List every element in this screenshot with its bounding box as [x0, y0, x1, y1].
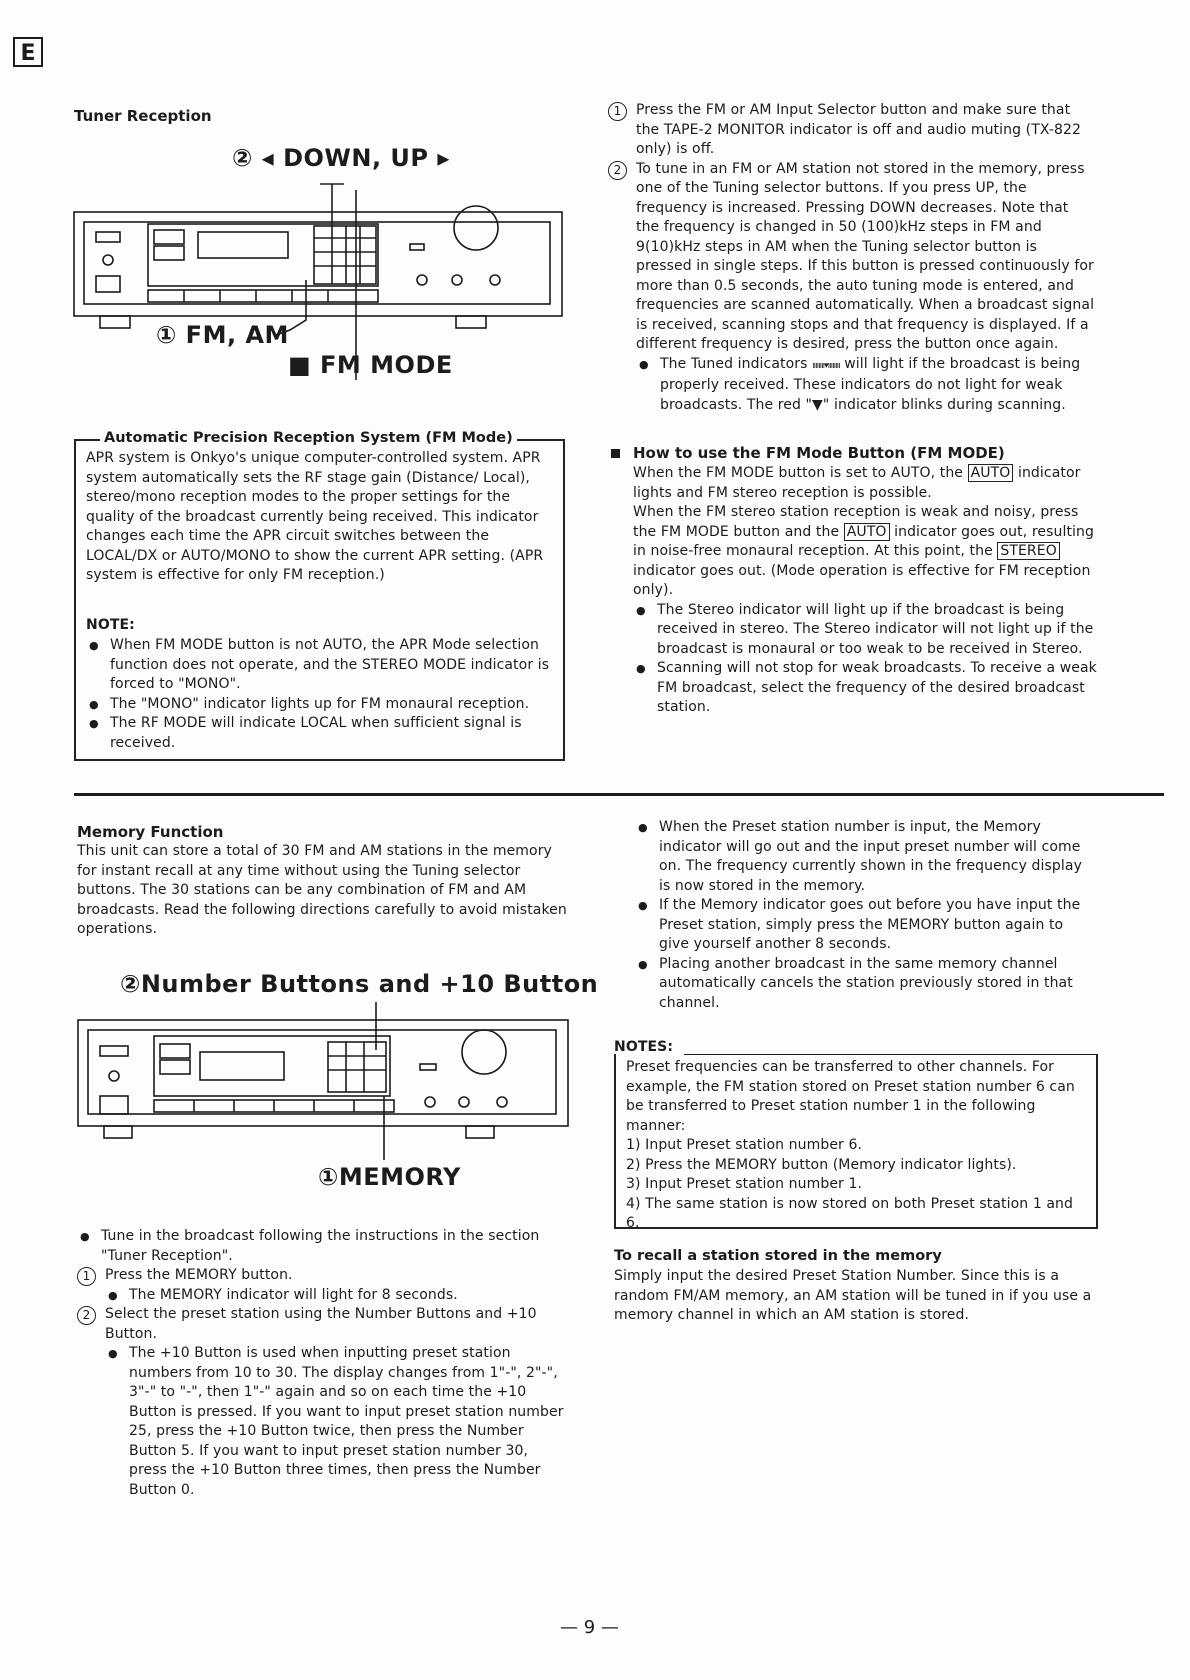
notes-intro: Preset frequencies can be transferred to other channels. For example, the FM station stored on Preset station number 6 can be transferred to Preset station number 1 in the following manner:: [626, 1059, 1075, 1134]
label-fm-mode: ■ FM MODE: [288, 351, 453, 379]
auto-indicator: AUTO: [844, 523, 890, 541]
apr-note: ● The RF MODE will indicate LOCAL when sufficient signal is received.: [86, 714, 556, 753]
label-fm-am: ① FM, AM: [156, 321, 289, 349]
page-number: — 9 —: [560, 1617, 619, 1638]
fm-mode-p2: [633, 503, 1098, 601]
memory-steps: [77, 1227, 569, 1500]
tuner-step-1: [608, 101, 1096, 160]
fm-mode-text: When the FM MODE button is set to AUTO, the: [633, 465, 964, 481]
recall-heading: To recall a station stored in the memory: [614, 1248, 942, 1264]
step-number: 1: [608, 102, 627, 121]
fm-mode-text: When the FM stereo station reception is weak and noisy, press the FM MODE button and the: [633, 504, 1079, 540]
memory-step-1-bullet: ● The MEMORY indicator will light for 8 seconds.: [105, 1286, 569, 1306]
notes-title: NOTES:: [614, 1039, 674, 1055]
tuned-indicator-note: [636, 355, 1096, 416]
notes-content: [626, 1058, 1088, 1234]
tuner-step-2: [608, 160, 1096, 355]
memory-step-2-bullet: ● The +10 Button is used when inputting preset station numbers from 10 to 30. The display changes from 1"-", 2"-", 3"-" to "-", then 1"-" again and so on each time the +10 Button is pressed. If you want to input preset station number 25, press the +10 Button twice, then press the Number Button 5. If you want to input preset station number 30, press the +10 Button three times, then press the Number Button 0.: [105, 1344, 569, 1500]
notes-step: 4) The same station is now stored on both Preset station 1 and 6.: [626, 1195, 1074, 1231]
step-number: 2: [77, 1306, 96, 1325]
tuned-indicator-icon: ıııııııı▾ıııııııı: [812, 360, 840, 371]
fm-mode-bullet: ● The Stereo indicator will light up if the broadcast is being received in stereo. The Stereo indicator will not light up if the broadcast is monaural or too weak to be received in Stereo.: [633, 601, 1098, 660]
memory-bullet: ● When the Preset station number is input, the Memory indicator will go out and the input preset number will come on. The frequency currently shown in the frequency display is now stored in the memory.: [635, 818, 1097, 896]
apr-note: ● The "MONO" indicator lights up for FM monaural reception.: [86, 695, 556, 715]
notes-step: 2) Press the MEMORY button (Memory indicator lights).: [626, 1156, 1017, 1173]
tuner-heading: Tuner Reception: [74, 107, 212, 125]
memory-step-1: [77, 1266, 569, 1286]
recall-body: Simply input the desired Preset Station Number. Since this is a random FM/AM memory, an AM station will be tuned in if you use a memory channel in which an AM station is stored.: [614, 1268, 1092, 1323]
square-bullet-icon: [611, 449, 620, 458]
step-text: Press the MEMORY button.: [105, 1267, 293, 1283]
memory-bullet: ● Placing another broadcast in the same memory channel automatically cancels the station previously stored in that channel.: [635, 955, 1097, 1014]
fm-mode-text: indicator lights and FM stereo reception is possible.: [633, 465, 1081, 501]
fm-mode-body: [633, 464, 1098, 718]
step-text: To tune in an FM or AM station not stored in the memory, press one of the Tuning selector buttons. If you press UP, the frequency is increased. Pressing DOWN decreases. Note that the frequency is changed in 50 (100)kHz steps in FM and 9(10)kHz steps in AM when the Tuning selector button is pressed in single steps. If this button is pressed continuously for more than 0.5 seconds, the auto tuning mode is entered, and frequencies are scanned automatically. When a broadcast signal is received, scanning stops and that frequency is displayed. If a different frequency is desired, press the button once again.: [636, 160, 1095, 352]
label-number-buttons: ②Number Buttons and +10 Button: [120, 970, 599, 998]
notes-step: 3) Input Preset station number 1.: [626, 1176, 863, 1192]
label-memory: ①MEMORY: [318, 1163, 461, 1191]
apr-body: APR system is Onkyo's unique computer-controlled system. APR system automatically sets the RF stage gain (Distance/ Local), stereo/mono reception modes to the proper settings for the quality of the broadcast currently being received. This indicator changes each time the APR circuit switches between the LOCAL/DX or AUTO/MONO to show the current APR setting. (APR system is effective for only FM reception.): [86, 450, 544, 583]
notes-step: 1) Input Preset station number 6.: [626, 1137, 863, 1153]
tuned-text-a: The Tuned indicators: [660, 355, 808, 372]
apr-notes: [86, 636, 556, 753]
tuned-text-c: " indicator blinks during scanning.: [822, 396, 1066, 413]
fm-mode-text: indicator goes out. (Mode operation is effective for FM reception only).: [633, 562, 1091, 598]
step-text: Press the FM or AM Input Selector button and make sure that the TAPE-2 MONITOR indicator is off and audio muting (TX-822 only) is off.: [636, 102, 1082, 157]
section-divider: [74, 793, 1164, 796]
stereo-indicator: STEREO: [997, 542, 1059, 560]
memory-heading: Memory Function: [77, 823, 224, 841]
apr-note: ● When FM MODE button is not AUTO, the APR Mode selection function does not operate, and the STEREO MODE indicator is forced to "MONO".: [86, 636, 556, 695]
tuned-text-b: will light if the broadcast is being properly received. These indicators do not light for weak broadcasts. The red ": [660, 355, 1081, 413]
step-text: Select the preset station using the Number Buttons and +10 Button.: [105, 1306, 537, 1342]
memory-panel-diagram: [74, 1000, 574, 1160]
red-indicator-icon: ▼: [812, 396, 823, 413]
fm-mode-heading: [611, 444, 1005, 462]
memory-right-bullets: [635, 818, 1097, 1013]
memory-tune-bullet: ● Tune in the broadcast following the instructions in the section "Tuner Reception".: [77, 1227, 569, 1266]
memory-body: This unit can store a total of 30 FM and AM stations in the memory for instant recall at any time without using the Tuning selector buttons. The 30 stations can be any combination of FM and AM broadcasts. Read the following directions carefully to avoid mistaken operations.: [77, 843, 567, 937]
apr-title: Automatic Precision Reception System (FM Mode): [100, 430, 517, 446]
fm-mode-text: indicator goes out, resulting in noise-free monaural reception. At this point, the: [633, 523, 1094, 559]
apr-note-title: NOTE:: [86, 617, 135, 633]
step-number: 2: [608, 161, 627, 180]
step-number: 1: [77, 1267, 96, 1286]
fm-mode-p1: [633, 464, 1098, 503]
memory-step-2: [77, 1305, 569, 1344]
fm-mode-heading-text: How to use the FM Mode Button (FM MODE): [633, 444, 1005, 462]
page-tab: E: [13, 37, 43, 67]
tuner-steps: [608, 101, 1096, 415]
label-down-up: ② ◂ DOWN, UP ▸: [232, 144, 450, 172]
fm-mode-bullet: ● Scanning will not stop for weak broadcasts. To receive a weak FM broadcast, select the frequency of the desired broadcast station.: [633, 659, 1098, 718]
memory-bullet: ● If the Memory indicator goes out before you have input the Preset station, simply press the MEMORY button again to give yourself another 8 seconds.: [635, 896, 1097, 955]
auto-indicator: AUTO: [968, 464, 1014, 482]
